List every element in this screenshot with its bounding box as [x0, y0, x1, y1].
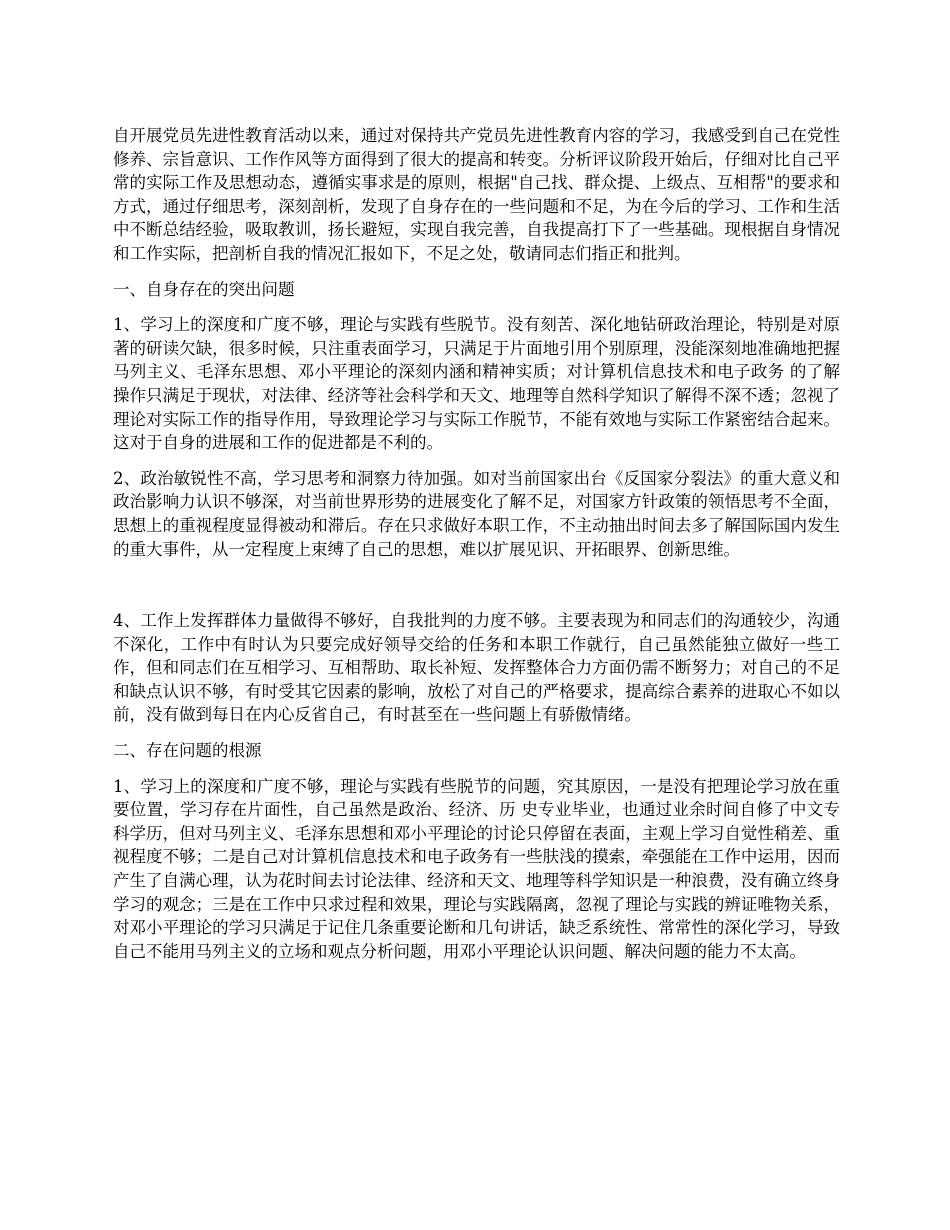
problem-item-4: 4、工作上发挥群体力量做得不够好，自我批判的力度不够。主要表现为和同志们的沟通较少，沟通不深化，工作中有时认为只要完成好领导交给的任务和本职工作就行，自己虽然能独立做好一些工作，但和同志们在互相学习、互相帮助、取长补短、发挥整体合力方面仍需不断努力；对自己的不足和缺点认识不够，有时受其它因素的影响，放松了对自己的严格要求，提高综合素养的进取心不如以前，没有做到每日在内心反省自己，有时甚至在一些问题上有骄傲情绪。 — [113, 611, 840, 725]
section-heading-problems: 一、自身存在的突出问题 — [113, 279, 295, 299]
document-page — [113, 124, 840, 963]
intro-paragraph: 自开展党员先进性教育活动以来，通过对保持共产党员先进性教育内容的学习，我感受到自己在党性修养、宗旨意识、工作作风等方面得到了很大的提高和转变。分析评议阶段开始后，仔细对比自己平常的实际工作及思想动态，遵循实事求是的原则，根据"自己找、群众提、上级点、互相帮"的要求和方式，通过仔细思考，深刻剖析，发现了自身存在的一些问题和不足，为在今后的学习、工作和生活中不断总结经验，吸取教训，扬长避短，实现自我完善，自我提高打下了一些基础。现根据自身情况和工作实际，把剖析自我的情况汇报如下，不足之处，敬请同志们指正和批判。 — [113, 126, 840, 263]
problem-item-1: 1、学习上的深度和广度不够，理论与实践有些脱节。没有刻苦、深化地钻研政治理论，特别是对原著的研读欠缺，很多时候，只注重表面学习，只满足于片面地引用个别原理，没能深刻地准确地把握马列主义、毛泽东思想、邓小平理论的深刻内涵和精神实质；对计算机信息技术和电子政务 的了解操作只满足于现状，对法律、经济等社会科学和天文、地理等自然科学知识了解得不深不透；忽视了理论对实际工作的指导作用，导致理论学习与实际工作脱节，不能有效地与实际工作紧密结合起来。这对于自身的进展和工作的促进都是不利的。 — [113, 315, 840, 453]
problem-item-2: 2、政治敏锐性不高，学习思考和洞察力待加强。如对当前国家出台《反国家分裂法》的重大意义和政治影响力认识不够深，对当前世界形势的进展变化了解不足，对国家方针政策的领悟思考不全面，思想上的重视程度显得被动和滞后。存在只求做好本职工作，不主动抽出时间去多了解国际国内发生的重大事件，从一定程度上束缚了自己的思想，难以扩展见识、开拓眼界、创新思维。 — [113, 468, 840, 559]
root-item-1: 1、学习上的深度和广度不够，理论与实践有些脱节的问题，究其原因，一是没有把理论学习放在重要位置，学习存在片面性，自己虽然是政治、经济、历 史专业毕业，也通过业余时间自修了中文专科学历，但对马列主义、毛泽东思想和邓小平理论的讨论只停留在表面，主观上学习自觉性稍差、重视程度不够；二是自己对计算机信息技术和电子政务有一些肤浅的摸索，牵强能在工作中运用，因而产生了自满心理，认为花时间去讨论法律、经济和天文、地理等科学知识是一种浪费，没有确立终身学习的观念；三是在工作中只求过程和效果，理论与实践隔离，忽视了理论与实践的辨证唯物关系，对邓小平理论的学习只满足于记住几条重要论断和几句讲话，缺乏系统性、常常性的深化学习，导致自己不能用马列主义的立场和观点分析问题，用邓小平理论认识问题、解决问题的能力不太高。 — [113, 776, 840, 961]
section-heading-roots: 二、存在问题的根源 — [113, 741, 262, 761]
